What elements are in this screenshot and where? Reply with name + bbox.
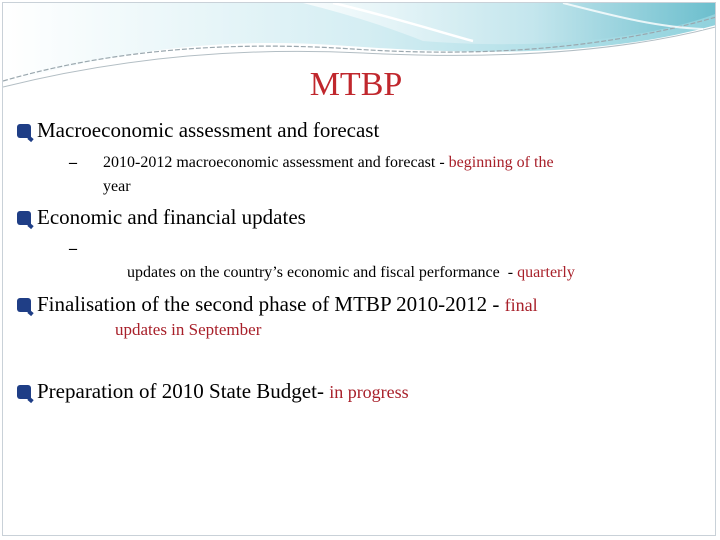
sub-bullet-text-continued: year	[103, 178, 131, 195]
sub-bullet-text: 2010-2012 macroeconomic assessment and forecast -	[103, 154, 449, 171]
q-bullet-icon	[17, 298, 31, 312]
q-bullet-icon	[17, 385, 31, 399]
bullet-continuation: updates in September	[115, 320, 262, 339]
bullet-text: Macroeconomic assessment and forecast	[37, 118, 380, 142]
bullet-text: Economic and financial updates	[37, 205, 306, 229]
bullet-economic-financial-updates	[17, 204, 306, 230]
dash-marker: –	[69, 240, 77, 257]
sub-bullet-text: updates on the country’s economic and fiscal performance -	[127, 264, 518, 281]
q-bullet-icon	[17, 124, 31, 138]
bullet-text: Preparation of 2010 State Budget-	[37, 379, 330, 403]
slide	[2, 2, 716, 536]
q-bullet-icon	[17, 211, 31, 225]
bullet-highlight: in progress	[329, 382, 409, 402]
bullet-finalisation	[17, 291, 538, 318]
bullet-highlight: final	[504, 295, 538, 315]
bullet-text: Finalisation of the second phase of MTBP 2010-2012 -	[37, 292, 505, 316]
slide-title: MTBP	[309, 66, 403, 103]
sub-bullet-highlight: quarterly	[517, 264, 575, 281]
sub-bullet-highlight: beginning of the	[448, 154, 554, 171]
dash-marker: –	[69, 154, 77, 171]
bullet-macroeconomic-assessment	[17, 117, 379, 143]
sub-bullet-forecast	[69, 151, 689, 199]
bullet-state-budget	[17, 378, 409, 405]
